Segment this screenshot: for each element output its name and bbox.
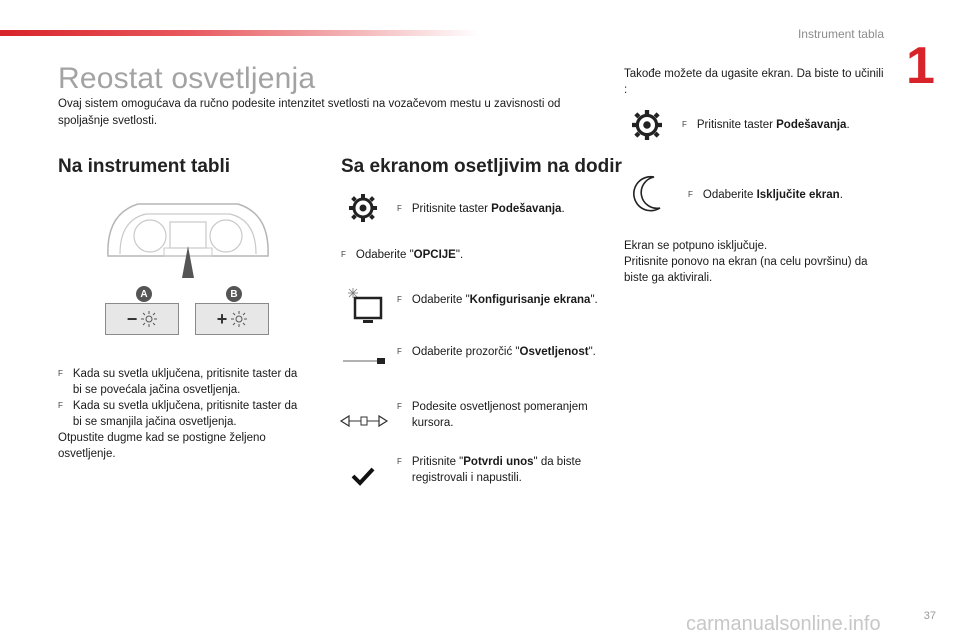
left-note: Otpustite dugme kad se postigne željeno osvetljenje.: [58, 432, 266, 460]
page-number: 37: [923, 610, 936, 622]
right-result: Ekran se potpuno isključuje. Pritisnite ponovo na ekran (na celu površinu) da biste ga aktivirali.: [624, 240, 868, 284]
line-icon: [341, 356, 387, 366]
brightness-icon: [141, 311, 157, 327]
right-intro: Takođe možete da ugasite ekran. Da biste to učinili :: [624, 68, 884, 96]
moon-icon: [630, 174, 664, 214]
right-step-1: F Pritisnite taster Podešavanja.: [682, 119, 850, 131]
middle-step-3: F Odaberite "Konfigurisanje ekrana".: [397, 294, 598, 306]
left-bullet-1: F Kada su svetla uključena, pritisnite taster da bi se povećala jačina osvetljenja.: [58, 368, 298, 396]
left-instructions: [58, 366, 308, 462]
section-name: Instrument tabla: [797, 27, 884, 41]
page-intro: Ovaj sistem omogućava da ručno podesite intenzitet svetlosti na vozačevom mestu u zavisnosti od spoljašnje svetlosti.: [58, 98, 561, 127]
dimmer-increase-button[interactable]: [195, 303, 269, 335]
middle-step-1: F Pritisnite taster Podešavanja.: [397, 203, 565, 215]
button-a-label: A: [136, 286, 152, 302]
left-bullet-2: F Kada su svetla uključena, pritisnite taster da bi se smanjila jačina osvetljenja.: [58, 400, 298, 428]
gear-icon: [349, 194, 377, 222]
middle-heading: Sa ekranom osetljivim na dodir: [341, 156, 622, 177]
page-title: Reostat osvetljenja: [58, 62, 316, 95]
header-accent-bar: [0, 30, 480, 36]
minus-sign: −: [126, 308, 138, 329]
screen-icon: [341, 286, 385, 326]
slider-icon: [339, 414, 389, 428]
check-icon: [351, 466, 375, 486]
brightness-icon: [231, 311, 247, 327]
middle-step-4: F Odaberite prozorčić "Osvetljenost".: [397, 346, 596, 358]
middle-step-6: F Pritisnite "Potvrdi unos" da biste registrovali i napustili.: [397, 456, 582, 484]
watermark: carmanualsonline.info: [686, 613, 881, 635]
plus-sign: +: [216, 308, 228, 329]
middle-step-5: F Podesite osvetljenost pomeranjem kursora.: [397, 401, 588, 429]
gear-icon: [632, 110, 662, 140]
middle-step-2: F Odaberite "OPCIJE".: [341, 249, 464, 261]
dimmer-decrease-button[interactable]: [105, 303, 179, 335]
button-b-label: B: [226, 286, 242, 302]
instrument-cluster-illustration: [98, 196, 278, 280]
right-step-2: F Odaberite Isključite ekran.: [688, 189, 843, 201]
left-heading: Na instrument tabli: [58, 156, 231, 177]
chapter-number: 1: [906, 37, 935, 95]
